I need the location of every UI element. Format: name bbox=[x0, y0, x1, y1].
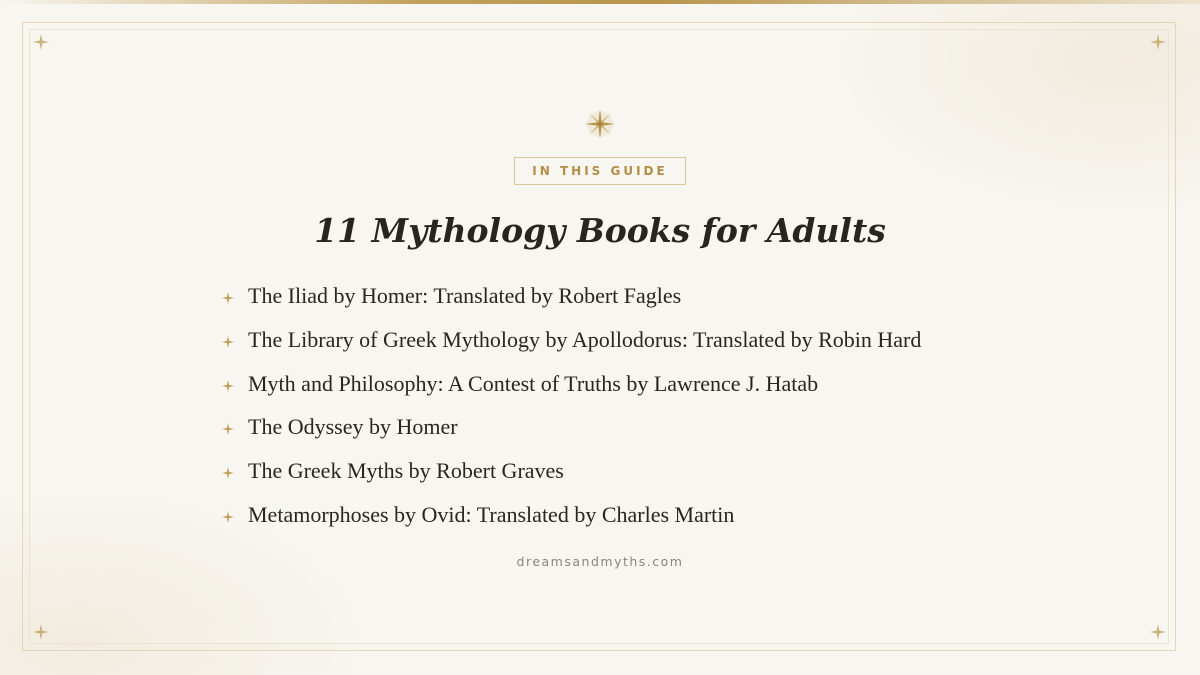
book-title: The Library of Greek Mythology by Apollodorus: Translated by Robin Hard bbox=[248, 326, 922, 352]
sparkle-bullet-icon bbox=[220, 378, 236, 394]
eyebrow-label: IN THIS GUIDE bbox=[514, 157, 686, 185]
book-title: The Iliad by Homer: Translated by Robert Fagles bbox=[248, 283, 682, 308]
sparkle-bullet-icon bbox=[220, 334, 236, 350]
sparkle-bullet-icon bbox=[220, 509, 236, 525]
sparkle-bullet-icon bbox=[220, 421, 236, 437]
top-accent-bar bbox=[0, 0, 1200, 4]
list-item bbox=[220, 320, 1020, 364]
corner-sparkle-icon bbox=[33, 624, 49, 640]
corner-sparkle-icon bbox=[1150, 34, 1166, 50]
list-item bbox=[220, 495, 1020, 539]
book-title: Metamorphoses by Ovid: Translated by Charles Martin bbox=[248, 501, 735, 527]
list-item bbox=[220, 276, 1020, 320]
corner-sparkle-icon bbox=[1150, 624, 1166, 640]
book-title: The Greek Myths by Robert Graves bbox=[248, 458, 564, 484]
sparkle-bullet-icon bbox=[220, 290, 236, 306]
book-title: The Odyssey by Homer bbox=[248, 414, 458, 440]
list-item bbox=[220, 364, 1020, 408]
sparkle-bullet-icon bbox=[220, 465, 236, 481]
site-url: dreamsandmyths.com bbox=[516, 554, 684, 569]
compass-star-icon bbox=[584, 108, 616, 140]
book-list bbox=[220, 276, 1020, 539]
list-item bbox=[220, 451, 1020, 495]
list-item bbox=[220, 407, 1020, 451]
book-title: Myth and Philosophy: A Contest of Truths by Lawrence J. Hatab bbox=[248, 370, 819, 396]
corner-sparkle-icon bbox=[33, 34, 49, 50]
page-title: 11 Mythology Books for Adults bbox=[314, 211, 886, 250]
